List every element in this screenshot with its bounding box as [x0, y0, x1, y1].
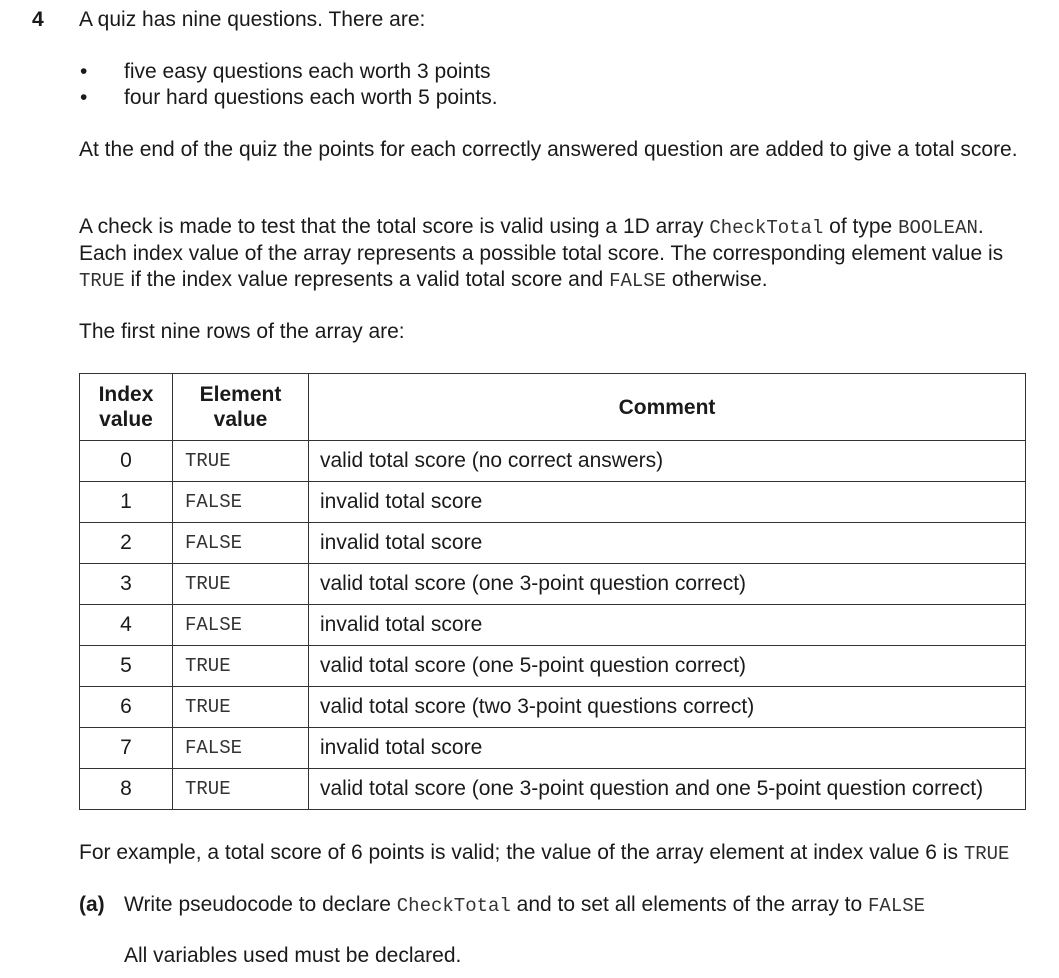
table-row: [80, 769, 1026, 810]
comment-cell: invalid total score: [309, 605, 1026, 646]
code-array-name: CheckTotal: [709, 217, 824, 239]
bullet-point-icon: •: [80, 60, 88, 83]
comment-cell: valid total score (two 3-point questions correct): [309, 687, 1026, 728]
element-cell: FALSE: [173, 523, 309, 564]
index-cell: 1: [80, 482, 173, 523]
table-row: [80, 605, 1026, 646]
index-cell: 3: [80, 564, 173, 605]
paragraph-total-score: At the end of the quiz the points for each correctly answered question are added to give a total score.: [79, 138, 1018, 161]
table-row: [80, 646, 1026, 687]
bullet-item: five easy questions each worth 3 points: [124, 60, 491, 83]
paragraph-table-intro: The first nine rows of the array are:: [79, 320, 405, 343]
index-cell: 2: [80, 523, 173, 564]
header-element-value: Element value: [173, 374, 309, 441]
paragraph-example: For example, a total score of 6 points is valid; the value of the array element at index value 6 is TRUE: [79, 841, 1010, 865]
comment-cell: valid total score (one 5-point question correct): [309, 646, 1026, 687]
comment-cell: invalid total score: [309, 728, 1026, 769]
header-index-value: Index value: [80, 374, 173, 441]
element-cell: TRUE: [173, 441, 309, 482]
element-cell: TRUE: [173, 769, 309, 810]
element-cell: TRUE: [173, 646, 309, 687]
code-true: TRUE: [963, 843, 1010, 865]
index-cell: 7: [80, 728, 173, 769]
question-intro: A quiz has nine questions. There are:: [79, 8, 426, 31]
comment-cell: invalid total score: [309, 523, 1026, 564]
comment-cell: valid total score (no correct answers): [309, 441, 1026, 482]
code-type: BOOLEAN: [898, 217, 978, 239]
bullet-point-icon: •: [80, 86, 88, 109]
index-cell: 0: [80, 441, 173, 482]
index-cell: 5: [80, 646, 173, 687]
bullet-item: four hard questions each worth 5 points.: [124, 86, 498, 109]
question-number: 4: [32, 8, 44, 31]
element-cell: FALSE: [173, 605, 309, 646]
table-row: [80, 441, 1026, 482]
comment-cell: valid total score (one 3-point question correct): [309, 564, 1026, 605]
table-row: [80, 728, 1026, 769]
index-cell: 6: [80, 687, 173, 728]
header-comment: Comment: [309, 374, 1026, 441]
table-row: [80, 687, 1026, 728]
code-false: FALSE: [609, 270, 667, 292]
table-row: [80, 564, 1026, 605]
code-array-name: CheckTotal: [396, 895, 511, 917]
element-cell: FALSE: [173, 482, 309, 523]
code-true: TRUE: [79, 270, 125, 292]
index-cell: 4: [80, 605, 173, 646]
code-false: FALSE: [868, 895, 926, 917]
index-cell: 8: [80, 769, 173, 810]
comment-cell: valid total score (one 3-point question and one 5-point question correct): [309, 769, 1026, 810]
part-a-note: All variables used must be declared.: [124, 944, 462, 967]
part-a-label: (a): [79, 893, 105, 916]
paragraph-check-array: A check is made to test that the total score is valid using a 1D array CheckTotal of type BOOLEAN. Each index value of the array represents a possible total score. The corresponding element value is TRUE if the index value represents a valid total score and FALSE otherwise.: [79, 215, 1004, 292]
part-a-instruction: Write pseudocode to declare CheckTotal and to set all elements of the array to FALSE: [124, 893, 926, 917]
table-row: [80, 482, 1026, 523]
element-cell: TRUE: [173, 564, 309, 605]
table-row: [80, 523, 1026, 564]
element-cell: TRUE: [173, 687, 309, 728]
element-cell: FALSE: [173, 728, 309, 769]
table-header-row: [80, 374, 1026, 441]
array-table: [79, 373, 1026, 810]
comment-cell: invalid total score: [309, 482, 1026, 523]
